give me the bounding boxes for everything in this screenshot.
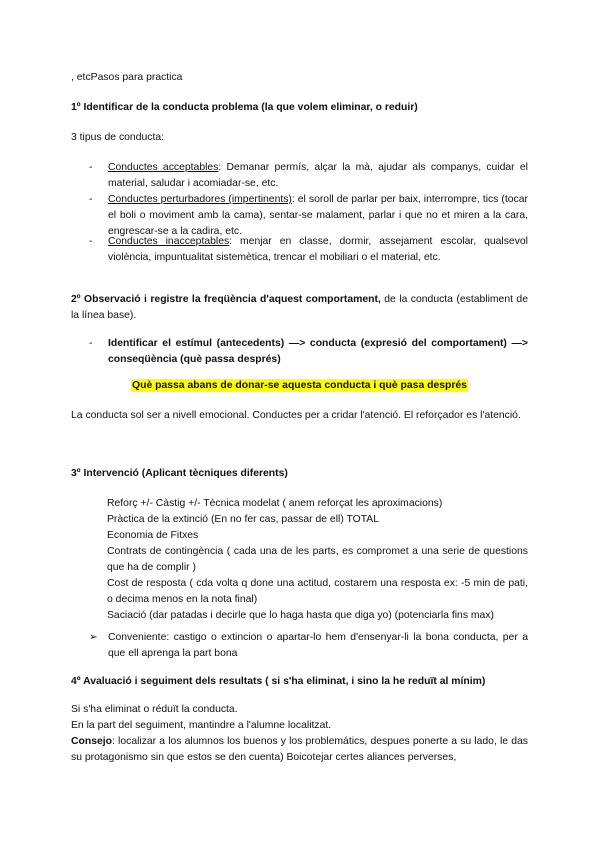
section-2-title: [71, 292, 528, 324]
bullet-dash: -: [89, 162, 93, 173]
bullet-perturbadores: [108, 192, 528, 240]
bullet-dash: -: [89, 194, 93, 205]
section-2-bullet: Identificar el estímul (antecedents) —> conducta (expresió del comportament) —> conseqüència (què passa després): [108, 338, 528, 365]
bullet-term: Conductes inacceptables: [108, 236, 230, 247]
bullet-acceptable: [108, 160, 528, 192]
section-2-paragraph: La conducta sol ser a nivell emocional. Conductes per a cridar l'atenció. El reforçador es l'atenció.: [71, 410, 521, 421]
consejo-label: Consejo: [71, 736, 112, 747]
bullet-term: Conductes perturbadores (impertinents): [108, 194, 292, 205]
intro-line: , etcPasos para practica: [71, 72, 183, 83]
highlight-text: Què passa abans de donar-se aquesta conducta i què pasa després: [132, 380, 467, 391]
arrow-bullet-icon: ➢: [89, 632, 98, 643]
technique-item: Reforç +/- Càstig +/- Tècnica modelat ( anem reforçat les aproximacions): [107, 498, 443, 509]
technique-item: Pràctica de la extinció (En no fer cas, passar de ell) TOTAL: [107, 514, 380, 525]
section-3-title: 3º Intervenció (Aplicant tècniques diferents): [71, 468, 288, 479]
section-1-subtitle: 3 tipus de conducta:: [71, 132, 165, 143]
bullet-text: : menjar en classe, dormir, assejament escolar, qualsevol violència, impuntualitat sistemètica, trencar el mobiliari o el material, etc.: [108, 236, 528, 263]
bullet-dash: -: [89, 338, 93, 349]
bullet-text: : el soroll de parlar per baix, interrompre, tics (tocar el boli o moviment amb la cama), sentar-se malament, parlar i que no et miren a la cara, engrescar-se a la cadira, etc.: [108, 194, 528, 237]
technique-item: Economia de Fitxes: [107, 530, 199, 541]
bullet-text: : Demanar permís, alçar la mà, ajudar als companys, cuidar el material, saludar i acomiadar-se, etc.: [108, 162, 528, 189]
section-4-title: 4º Avaluació i seguiment dels resultats ( si s'ha eliminat, i sino la he reduït al mínim): [71, 676, 486, 687]
bullet-inacceptables: [108, 234, 528, 266]
consejo-paragraph: [71, 734, 528, 766]
section-1-title: 1º Identificar de la conducta problema (la que volem eliminar, o reduir): [71, 102, 418, 113]
section-4-line: Si s'ha eliminat o réduït la conducta.: [71, 704, 238, 715]
bullet-term: Conductes acceptables: [108, 162, 219, 173]
highlight-line: [71, 378, 528, 394]
section-3-arrow-item: Conveniente: castigo o extincion o apartar-lo hem d'ensenyar-li la bona conducta, per a que ell aprenga la part bona: [108, 632, 528, 659]
technique-item: Contrats de contingència ( cada una de les parts, es compromet a una serie de questions que ha de complir ): [107, 546, 528, 573]
section-4-line: En la part del seguiment, mantindre a l'alumne localitzat.: [71, 720, 332, 731]
section-2-title-bold: 2º Observació i registre la freqüència d'aquest comportament,: [71, 294, 381, 305]
technique-item: Cost de resposta ( cda volta q done una actitud, costarem una resposta ex: -5 min de pati, o decima menos en la nota final): [107, 578, 528, 605]
bullet-dash: -: [89, 236, 93, 247]
section-2-title-rest: de la conducta (establiment de la línea base).: [71, 294, 528, 321]
consejo-text: : localizar a los alumnos los buenos y los problemátics, despues ponerte a su lado, le das su protagonismo sin que estos se den cuenta) Boicotejar certes aliances perverses,: [71, 736, 528, 763]
technique-item: Saciació (dar patadas i decirle que lo haga hasta que diga yo) (potenciarla fins max): [107, 610, 494, 621]
